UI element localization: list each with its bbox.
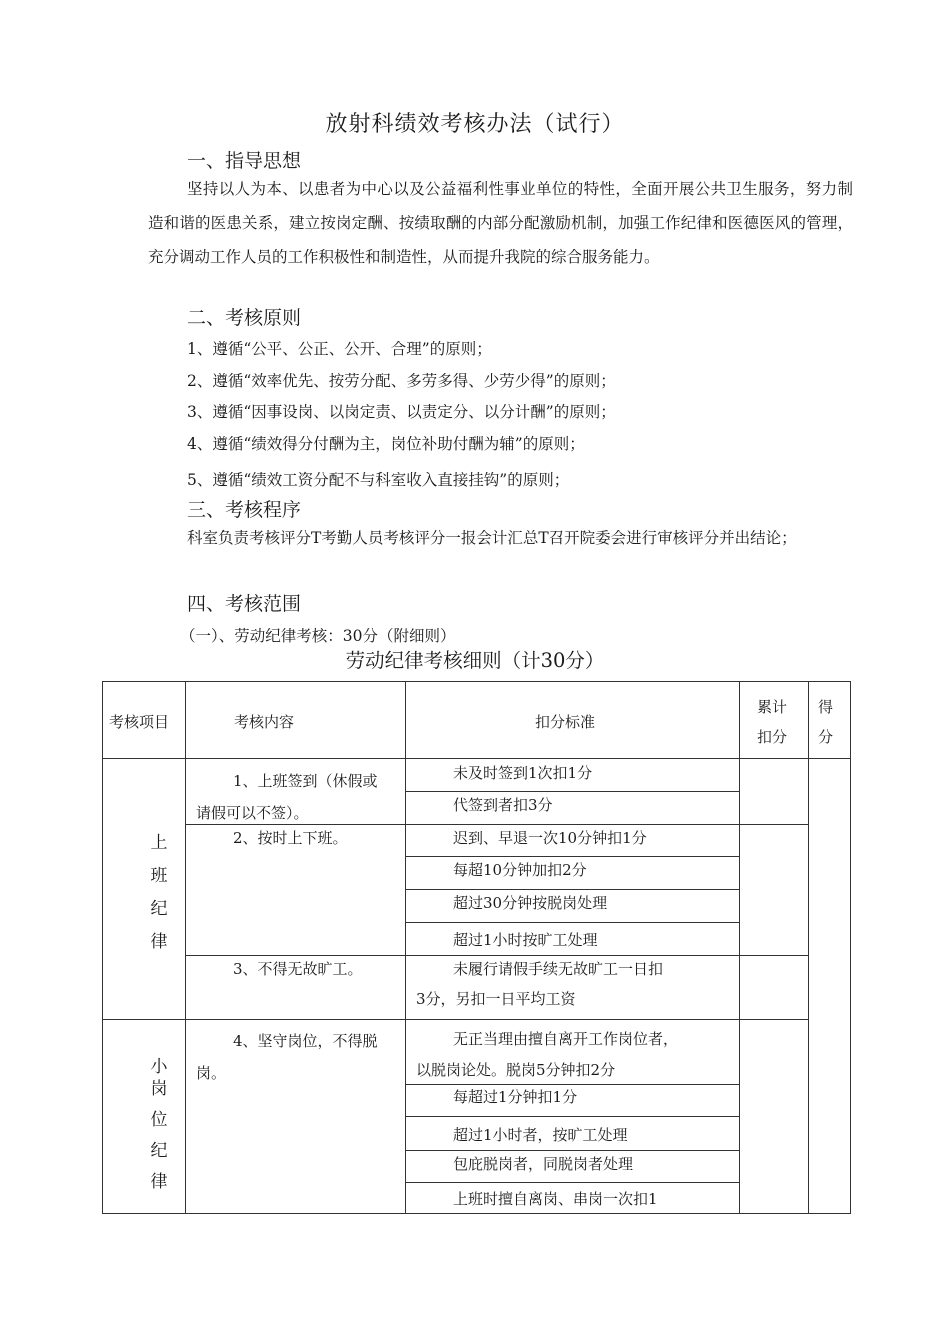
principle-item: 4、遵循“绩效得分付酬为主，岗位补助付酬为辅”的原则； (187, 435, 585, 453)
header-standard: 扣分标准 (535, 713, 596, 731)
standard-row-cont: 3分，另扣一日平均工资 (416, 990, 576, 1008)
principle-item: 3、遵循“因事设岗、以岗定责、以责定分、以分计酬”的原则； (187, 403, 616, 421)
group-label-work-discipline: 上 班 纪 律 (150, 833, 168, 952)
standard-row: 代签到者扣3分 (453, 796, 553, 814)
standard-row: 每超过1分钟扣1分 (453, 1088, 578, 1106)
standard-row: 超过30分钟按脱岗处理 (453, 894, 608, 912)
page-title: 放射科绩效考核办法（试行） (325, 112, 625, 137)
header-score-2: 分 (818, 728, 834, 746)
content-stay-at-post: 4、坚守岗位，不得脱 (233, 1032, 378, 1050)
header-accumulated-2: 扣分 (757, 728, 788, 746)
section-heading-scope: 四、考核范围 (187, 593, 302, 615)
section-heading-procedure: 三、考核程序 (187, 499, 302, 521)
principle-item: 5、遵循“绩效工资分配不与科室收入直接挂钩”的原则； (187, 471, 570, 489)
standard-row: 无正当理由擅自离开工作岗位者， (453, 1030, 679, 1048)
standard-row-cont: 以脱岗论处。脱岗5分钟扣2分 (416, 1061, 616, 1079)
section-heading-guiding-thought: 一、指导思想 (187, 150, 302, 172)
standard-row: 超过1小时按旷工处理 (453, 931, 598, 949)
principle-item: 1、遵循“公平、公正、公开、合理”的原则； (187, 340, 492, 358)
content-sign-in: 1、上班签到（休假或 (233, 772, 378, 790)
standard-row: 每超10分钟加扣2分 (453, 861, 587, 879)
content-stay-at-post-cont: 岗。 (196, 1064, 227, 1082)
discipline-table (102, 681, 851, 1214)
header-score-1: 得 (818, 698, 834, 716)
standard-row: 未履行请假手续无故旷工一日扣 (453, 960, 664, 978)
header-accumulated-1: 累计 (757, 698, 788, 716)
header-item: 考核项目 (109, 713, 170, 731)
guiding-thought-paragraph: 坚持以人为本、以患者为中心以及公益福利性事业单位的特性，全面开展公共卫生服务，努力制造和谐的医患关系，建立按岗定酬、按绩取酬的内部分配激励机制，加强工作纪律和医德医风的管理，充分调动工作人员的工作积极性和制造性，从而提升我院的综合服务能力。 (148, 180, 853, 266)
content-on-time: 2、按时上下班。 (233, 829, 348, 847)
scope-subheading: （一）、劳动纪律考核：30分（附细则） (180, 627, 456, 645)
content-no-absence: 3、不得无故旷工。 (233, 960, 363, 978)
content-sign-in-cont: 请假可以不签）。 (196, 804, 309, 822)
standard-row: 未及时签到1次扣1分 (453, 764, 593, 782)
standard-row: 包庇脱岗者，同脱岗者处理 (453, 1155, 634, 1173)
table-title: 劳动纪律考核细则（计30分） (345, 649, 605, 672)
standard-row: 上班时擅自离岗、串岗一次扣1 (453, 1190, 658, 1208)
header-content: 考核内容 (234, 713, 295, 731)
standard-row: 迟到、早退一次10分钟扣1分 (453, 829, 647, 847)
section-heading-principles: 二、考核原则 (187, 307, 302, 329)
standard-row: 超过1小时者，按旷工处理 (453, 1126, 628, 1144)
group-label-post-discipline: 小 岗 位 纪 律 (150, 1057, 168, 1192)
procedure-paragraph: 科室负责考核评分T考勤人员考核评分一报会计汇总T召开院委会进行审核评分并出结论； (187, 529, 797, 547)
principle-item: 2、遵循“效率优先、按劳分配、多劳多得、少劳少得”的原则； (187, 372, 616, 390)
